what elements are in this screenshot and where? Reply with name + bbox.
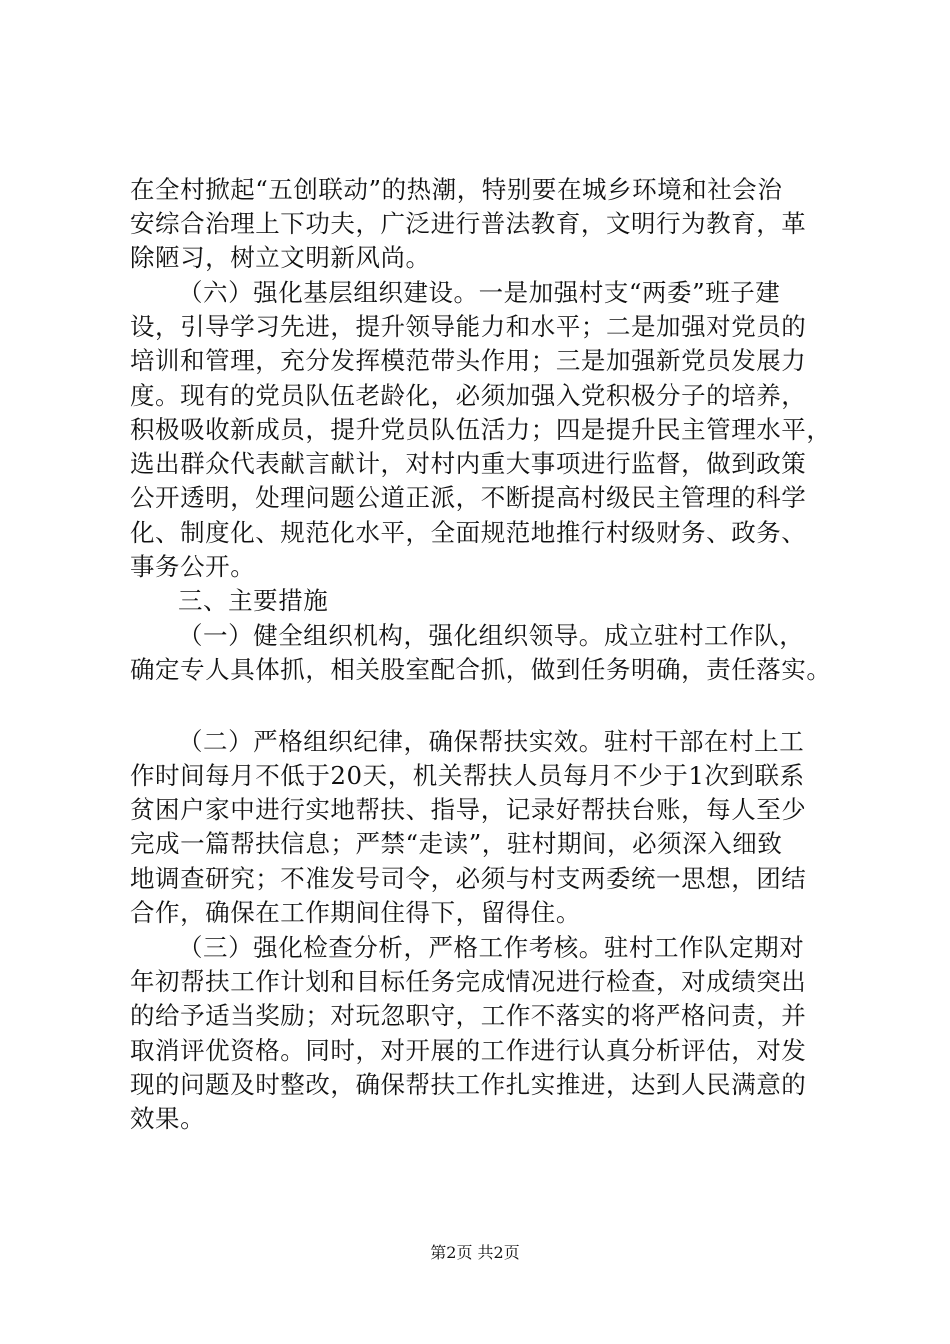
text-line: 确定专人具体抓，相关股室配合抓，做到任务明确，责任落实。 xyxy=(130,655,832,684)
page-footer: 第2页 共2页 xyxy=(430,1243,520,1262)
text-line: 培训和管理，充分发挥模范带头作用；三是加强新党员发展力 xyxy=(130,346,807,375)
text-line: 合作，确保在工作期间住得下，留得住。 xyxy=(130,898,581,927)
text-line: 公开透明，处理问题公道正派，不断提高村级民主管理的科学 xyxy=(130,483,807,512)
text-line: 在全村掀起“五创联动”的热潮，特别要在城乡环境和社会治 xyxy=(130,175,783,204)
text-line: 选出群众代表献言献计，对村内重大事项进行监督，做到政策 xyxy=(130,449,807,478)
text-line: （二）严格组织纪律，确保帮扶实效。驻村干部在村上工 xyxy=(178,727,805,756)
text-line: 现的问题及时整改，确保帮扶工作扎实推进，达到人民满意的 xyxy=(130,1070,807,1099)
text-line: 作时间每月不低于20天，机关帮扶人员每月不少于1次到联系 xyxy=(130,761,805,790)
text-line: 度。现有的党员队伍老龄化，必须加强入党积极分子的培养， xyxy=(130,381,807,410)
text-line: （六）强化基层组织建设。一是加强村支“两委”班子建 xyxy=(178,278,781,307)
text-line: 的给予适当奖励；对玩忽职守，工作不落实的将严格问责，并 xyxy=(130,1001,807,1030)
section-heading: 三、主要措施 xyxy=(178,586,329,615)
text-line: 除陋习，树立文明新风尚。 xyxy=(130,243,431,272)
text-line: 积极吸收新成员，提升党员队伍活力；四是提升民主管理水平， xyxy=(130,415,832,444)
text-line: 设，引导学习先进，提升领导能力和水平；二是加强对党员的 xyxy=(130,312,807,341)
text-line: 取消评优资格。同时，对开展的工作进行认真分析评估，对发 xyxy=(130,1036,807,1065)
text-line: 贫困户家中进行实地帮扶、指导，记录好帮扶台账，每人至少 xyxy=(130,795,807,824)
text-line: 效果。 xyxy=(130,1104,206,1133)
text-line: 年初帮扶工作计划和目标任务完成情况进行检查，对成绩突出 xyxy=(130,967,807,996)
text-line: 事务公开。 xyxy=(130,552,256,581)
text-line: 安综合治理上下功夫，广泛进行普法教育，文明行为教育，革 xyxy=(130,209,807,238)
text-line: 完成一篇帮扶信息；严禁“走读”，驻村期间，必须深入细致 xyxy=(130,829,783,858)
text-line: （三）强化检查分析，严格工作考核。驻村工作队定期对 xyxy=(178,933,805,962)
text-line: （一）健全组织机构，强化组织领导。成立驻村工作队， xyxy=(178,621,805,650)
text-line: 地调查研究；不准发号司令，必须与村支两委统一思想，团结 xyxy=(130,864,807,893)
text-line: 化、制度化、规范化水平，全面规范地推行村级财务、政务、 xyxy=(130,518,807,547)
